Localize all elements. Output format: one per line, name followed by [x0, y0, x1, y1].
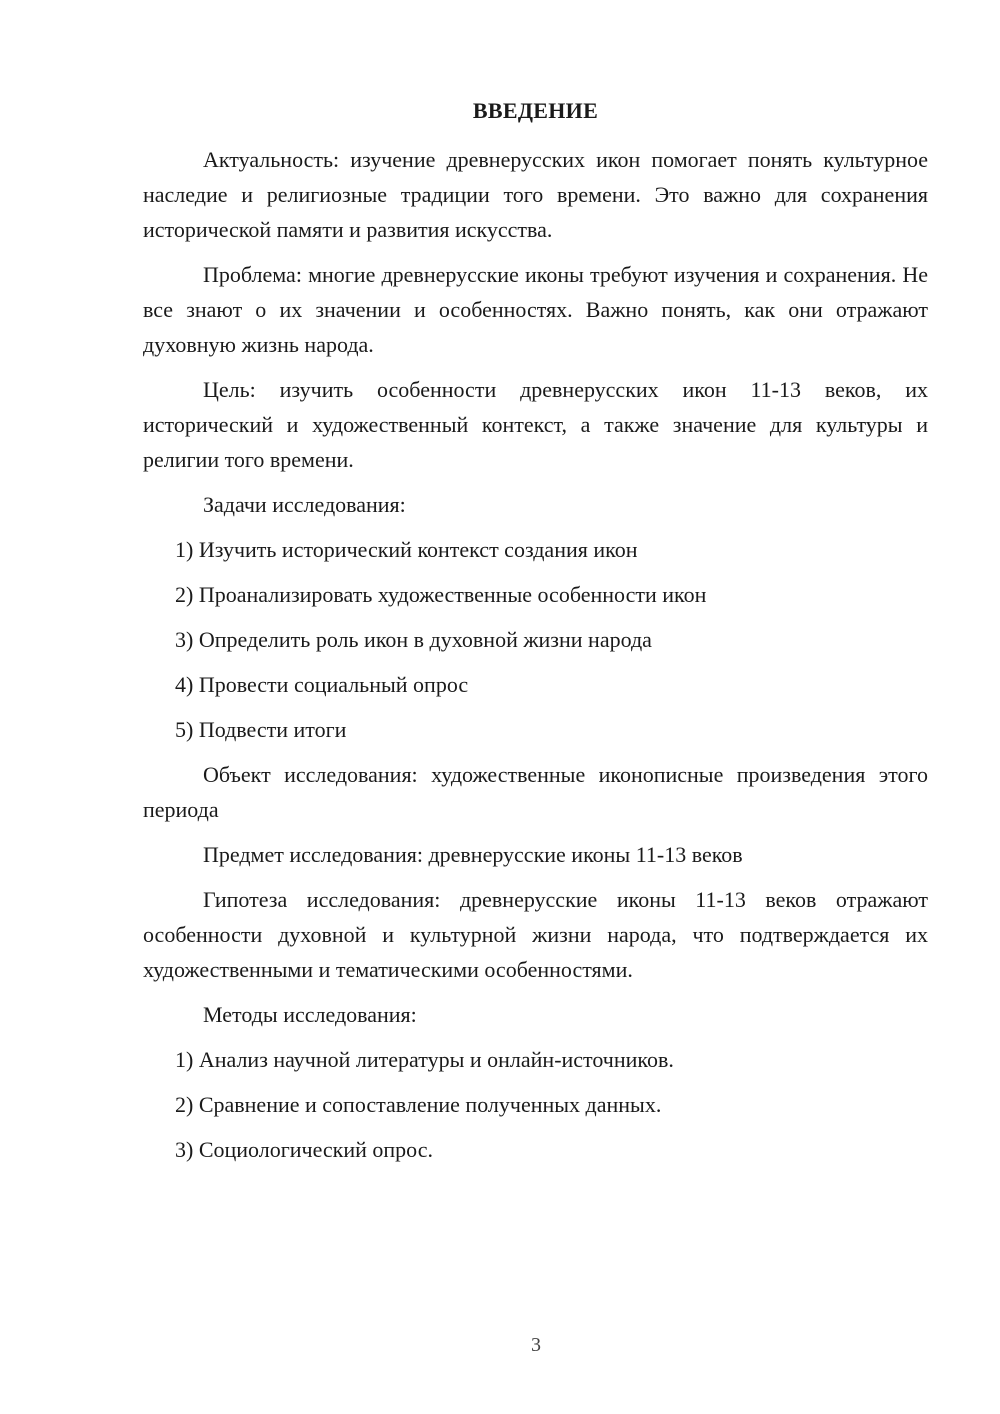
- task-item: 1) Изучить исторический контекст создания икон: [175, 537, 638, 562]
- problem-paragraph: Проблема: многие древнерусские иконы требуют изучения и сохранения. Не все знают о их значении и особенностях. Важно понять, как они отражают духовную жизнь народа.: [143, 262, 928, 357]
- task-item: 3) Определить роль икон в духовной жизни народа: [175, 627, 652, 652]
- relevance-paragraph: Актуальность: изучение древнерусских икон помогает понять культурное наследие и религиозные традиции того времени. Это важно для сохранения исторической памяти и развития искусства.: [143, 147, 928, 242]
- methods-heading: Методы исследования:: [203, 1002, 417, 1027]
- object-paragraph: Объект исследования: художественные иконописные произведения этого периода: [143, 762, 928, 822]
- task-item: 5) Подвести итоги: [175, 717, 347, 742]
- task-item: 2) Проанализировать художественные особенности икон: [175, 582, 707, 607]
- method-item: 1) Анализ научной литературы и онлайн-источников.: [175, 1047, 674, 1072]
- document-body: [143, 142, 928, 1177]
- tasks-heading: Задачи исследования:: [203, 492, 406, 517]
- task-item: 4) Провести социальный опрос: [175, 672, 469, 697]
- page-title: ВВЕДЕНИЕ: [472, 98, 599, 123]
- method-item: 3) Социологический опрос.: [175, 1137, 433, 1162]
- page-number: 3: [531, 1334, 541, 1356]
- hypothesis-paragraph: Гипотеза исследования: древнерусские иконы 11-13 веков отражают особенности духовной и культурной жизни народа, что подтверждается их художественными и тематическими особенностями.: [143, 887, 928, 982]
- goal-paragraph: Цель: изучить особенности древнерусских икон 11-13 веков, их исторический и художественный контекст, а также значение для культуры и религии того времени.: [143, 377, 928, 472]
- method-item: 2) Сравнение и сопоставление полученных данных.: [175, 1092, 662, 1117]
- subject-paragraph: Предмет исследования: древнерусские иконы 11-13 веков: [203, 842, 743, 867]
